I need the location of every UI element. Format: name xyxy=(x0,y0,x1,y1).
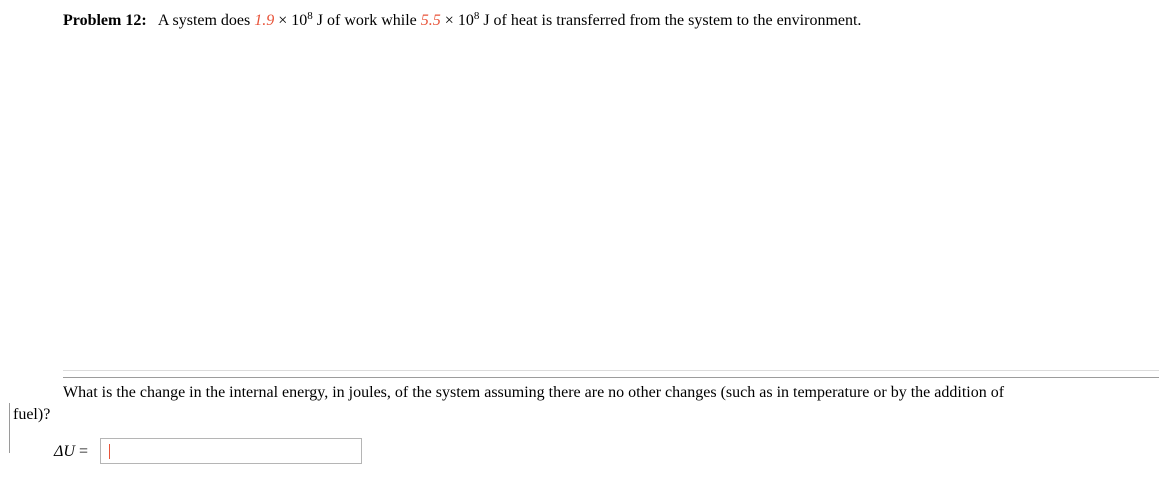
problem-text-heat: J of heat is transferred from the system to the environment. xyxy=(483,12,862,29)
text-cursor xyxy=(109,444,110,459)
power-base xyxy=(291,12,313,29)
power-base-value-2: 10 xyxy=(457,12,474,29)
power-exponent: 8 xyxy=(307,10,313,22)
power-base-value: 10 xyxy=(291,12,308,29)
heat-coefficient: 5.5 xyxy=(420,12,441,29)
question-text: What is the change in the internal energy, in joules, of the system assuming there are no other changes (such as in temperature or by the addition of xyxy=(63,384,1005,401)
problem-text-work: J of work while xyxy=(316,12,417,29)
problem-statement xyxy=(63,11,861,31)
divider-dark xyxy=(63,377,1159,378)
power-base-2 xyxy=(458,12,480,29)
problem-text-intro: A system does xyxy=(157,12,251,29)
equals-sign: = xyxy=(78,443,88,460)
delta-u-symbol: ΔU xyxy=(54,443,75,460)
power-exponent-2: 8 xyxy=(473,10,480,22)
times-sign-2: × xyxy=(444,12,454,29)
answer-label xyxy=(54,442,88,462)
divider-light xyxy=(63,370,1159,371)
answer-input-field[interactable] xyxy=(100,438,362,464)
question-margin-bar xyxy=(9,403,10,453)
work-coefficient: 1.9 xyxy=(254,12,275,29)
times-sign: × xyxy=(278,12,288,29)
problem-label: Problem 12: xyxy=(63,12,147,29)
question-text-continued: fuel)? xyxy=(13,406,51,423)
